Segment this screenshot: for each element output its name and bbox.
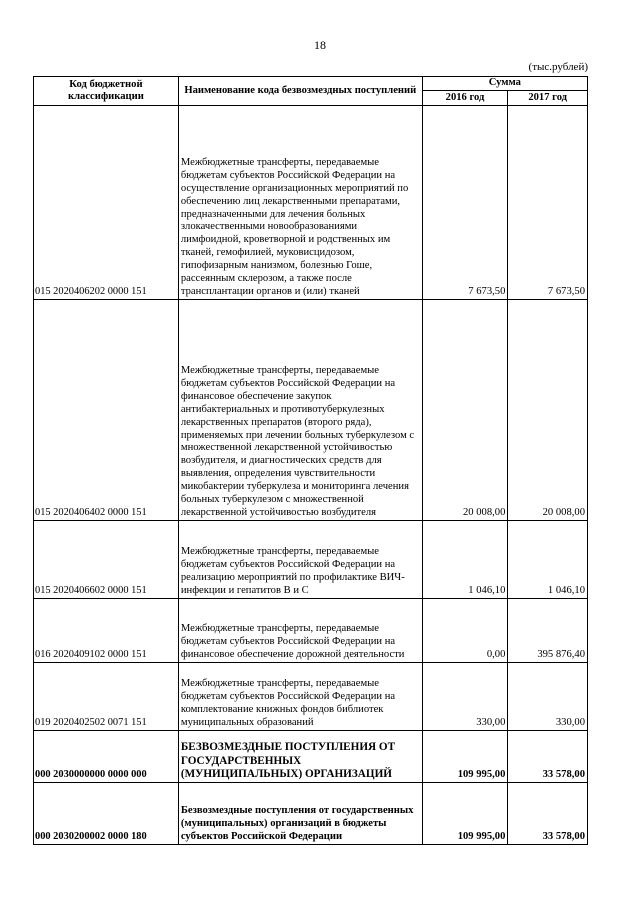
row-code: 015 2020406602 0000 151 [34, 521, 179, 599]
table-row [34, 731, 588, 783]
row-2017: 395 876,40 [508, 599, 588, 663]
header-2016: 2016 год [422, 91, 508, 106]
row-2017: 330,00 [508, 663, 588, 731]
row-2017: 33 578,00 [508, 731, 588, 783]
row-code: 015 2020406202 0000 151 [34, 106, 179, 300]
header-2017: 2017 год [508, 91, 588, 106]
row-2017: 7 673,50 [508, 106, 588, 300]
row-name: Межбюджетные трансферты, передаваемые бюджетам субъектов Российской Федерации на осуществление организационных мероприятий по обеспечению лиц лекарственными препаратами, предназначенными для лечения больных злокачественными новообразованиями лимфоидной, кроветворной и родственных им тканей, гемофилией, муковисцидозом, гипофизарным нанизмом, болезнью Гоше, рассеянным склерозом, а также после трансплантации органов и (или) тканей [178, 106, 422, 300]
row-name: Межбюджетные трансферты, передаваемые бюджетам субъектов Российской Федерации на реализацию мероприятий по профилактике ВИЧ-инфекции и гепатитов В и С [178, 521, 422, 599]
row-2016: 7 673,50 [422, 106, 508, 300]
row-2016: 109 995,00 [422, 783, 508, 845]
row-2017: 20 008,00 [508, 300, 588, 521]
row-2017: 33 578,00 [508, 783, 588, 845]
table-row [34, 783, 588, 845]
row-2016: 20 008,00 [422, 300, 508, 521]
row-2016: 0,00 [422, 599, 508, 663]
row-name: Межбюджетные трансферты, передаваемые бюджетам субъектов Российской Федерации на финансовое обеспечение дорожной деятельности [178, 599, 422, 663]
row-2017: 1 046,10 [508, 521, 588, 599]
table-row [34, 599, 588, 663]
revenue-table [33, 76, 588, 845]
row-2016: 330,00 [422, 663, 508, 731]
row-name: Безвозмездные поступления от государственных (муниципальных) организаций в бюджеты субъектов Российской Федерации [178, 783, 422, 845]
row-name: БЕЗВОЗМЕЗДНЫЕ ПОСТУПЛЕНИЯ ОТ ГОСУДАРСТВЕННЫХ (МУНИЦИПАЛЬНЫХ) ОРГАНИЗАЦИЙ [178, 731, 422, 783]
row-name: Межбюджетные трансферты, передаваемые бюджетам субъектов Российской Федерации на комплектование книжных фондов библиотек муниципальных образований [178, 663, 422, 731]
row-name: Межбюджетные трансферты, передаваемые бюджетам субъектов Российской Федерации на финансовое обеспечение закупок антибактериальных и противотуберкулезных лекарственных препаратов (второго ряда), применяемых при лечении больных туберкулезом с множественной лекарственной устойчивостью возбудителя, и диагностических средств для выявления, определения чувствительности микобактерии туберкулеза и мониторинга лечения больных туберкулезом с множественной лекарственной устойчивостью возбудителя [178, 300, 422, 521]
header-code: Код бюджетной классификации [34, 77, 179, 106]
header-sum: Сумма [422, 77, 587, 91]
page-number: 18 [314, 38, 326, 52]
header-name: Наименование кода безвозмездных поступлений [178, 77, 422, 106]
table-row [34, 663, 588, 731]
table-row [34, 521, 588, 599]
units-label: (тыс.рублей) [528, 61, 588, 73]
row-code: 000 2030200002 0000 180 [34, 783, 179, 845]
table-row [34, 106, 588, 300]
row-code: 019 2020402502 0071 151 [34, 663, 179, 731]
row-code: 015 2020406402 0000 151 [34, 300, 179, 521]
table-row [34, 300, 588, 521]
row-code: 016 2020409102 0000 151 [34, 599, 179, 663]
row-code: 000 2030000000 0000 000 [34, 731, 179, 783]
row-2016: 1 046,10 [422, 521, 508, 599]
row-2016: 109 995,00 [422, 731, 508, 783]
